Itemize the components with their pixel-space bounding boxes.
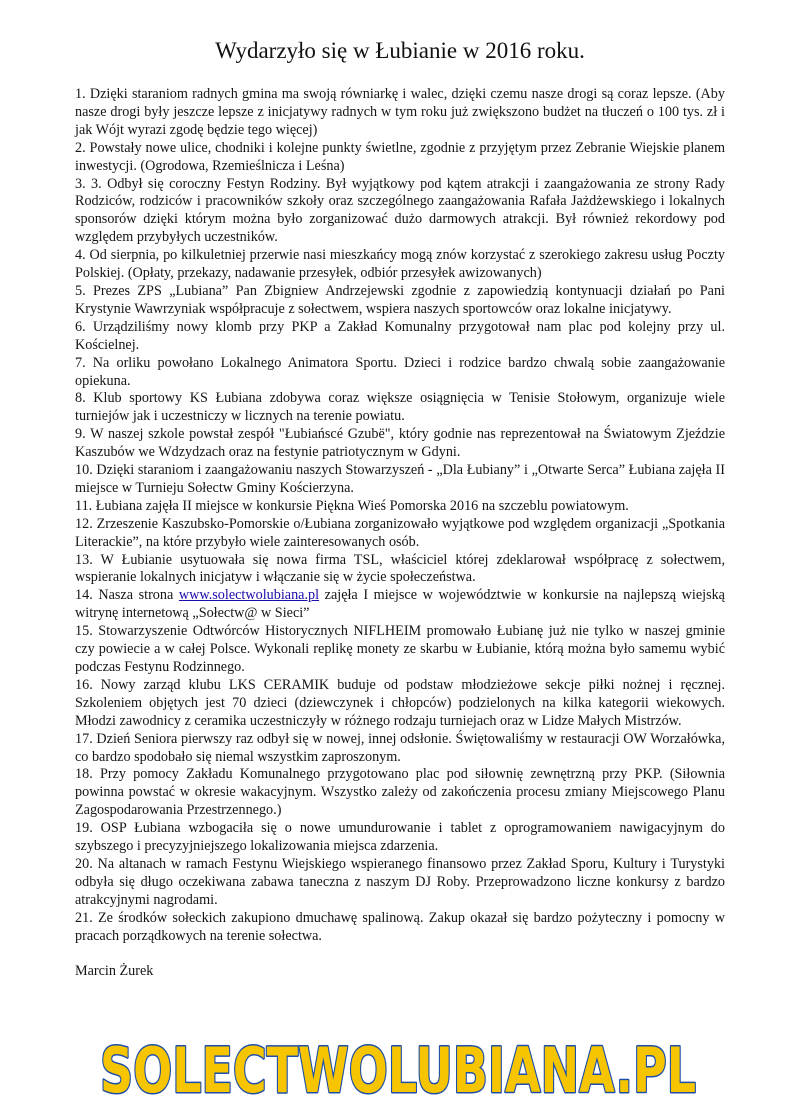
list-item: 8. Klub sportowy KS Łubiana zdobywa coraz większe osiągnięcia w Tenisie Stołowym, organizuje wiele turniejów jak i uczestniczy w licznych na terenie powiatu. xyxy=(75,390,725,425)
document-title: Wydarzyło się w Łubianie w 2016 roku. xyxy=(215,38,585,63)
item-text: 14. Nasza strona xyxy=(75,587,179,604)
list-item: 13. W Łubianie usytuowała się nowa firma TSL, właściciel której zdeklarował współpracę z sołectwem, wspieranie lokalnych inicjatyw i włączanie się w życie społeczeństwa. xyxy=(75,551,725,586)
list-item: 4. Od sierpnia, po kilkuletniej przerwie nasi mieszkańcy mogą znów korzystać z szerokiego zakresu usług Poczty Polskiej. (Opłaty, przekazy, nadawanie przesyłek, odbiór przesyłek awizowanych) xyxy=(75,247,725,282)
list-item: 18. Przy pomocy Zakładu Komunalnego przygotowano plac pod siłownię zewnętrzną przy PKP. (Siłownia powinna powstać w okresie wakacyjnym. Wszystko zależy od zakończenia procesu zmiany Miejscowego Planu Zagospodarowania Przestrzennego.) xyxy=(75,766,725,819)
document-body xyxy=(75,86,725,980)
list-item: 16. Nowy zarząd klubu LKS CERAMIK buduje od podstaw młodzieżowe sekcje piłki nożnej i ręcznej. Szkoleniem objętych jest 70 dzieci (dziewczynek i chłopców) podzielonych na kilka kategorii wiekowych. Młodzi zawodnicy z ceramika uczestniczyły w różnego rodzaju turniejach oraz w Lidze Małych Mistrzów. xyxy=(75,676,725,729)
list-item: 19. OSP Łubiana wzbogaciła się o nowe umundurowanie i tablet z oprogramowaniem nawigacyjnym do szybszego i precyzyjniejszego lokalizowania miejsca zdarzenia. xyxy=(75,820,725,855)
list-item: 17. Dzień Seniora pierwszy raz odbył się w nowej, innej odsłonie. Świętowaliśmy w restauracji OW Worzałówka, co bardzo spodobało się niemal wszystkim zaproszonym. xyxy=(75,730,725,765)
list-item: 11. Łubiana zajęła II miejsce w konkursie Piękna Wieś Pomorska 2016 na szczeblu powiatowym. xyxy=(75,497,629,514)
signature: Marcin Żurek xyxy=(75,962,154,979)
list-item: 6. Urządziliśmy nowy klomb przy PKP a Zakład Komunalny przygotował nam plac pod kolejny przy ul. Kościelnej. xyxy=(75,318,725,353)
list-item: 12. Zrzeszenie Kaszubsko-Pomorskie o/Łubiana zorganizowało wyjątkowe pod względem organizacji „Spotkania Literackie”, na które przybyło wiele zainteresowanych osób. xyxy=(75,515,725,550)
list-item: 20. Na altanach w ramach Festynu Wiejskiego wspieranego finansowo przez Zakład Sporu, Kultury i Turystyki odbyła się długo oczekiwana zabawa taneczna z naszym DJ Roby. Przeprowadzono liczne konkursy z bardzo atrakcyjnymi nagrodami. xyxy=(75,855,725,908)
list-item: 3. 3. Odbył się coroczny Festyn Rodziny. Był wyjątkowy pod kątem atrakcji i zaangażowania ze strony Rady Rodziców, rodziców i pracowników szkoły oraz szczególnego zaangażowania Rafała Jażdżewskiego i lokalnych sponsorów dzięki którym można było zorganizować dużo darmowych atrakcji. Był również rekordowy pod względem przybyłych uczestników. xyxy=(75,175,725,246)
list-item: 1. Dzięki staraniom radnych gmina ma swoją równiarkę i walec, dzięki czemu nasze drogi są coraz lepsze. (Aby nasze drogi były jeszcze lepsze z inicjatywy radnych w tym roku już zwiększono budżet na tłuczeń o 100 tys. zł i jak Wójt wyrazi zgodę będzie tego więcej) xyxy=(75,86,725,138)
list-item: 10. Dzięki staraniom i zaangażowaniu naszych Stowarzyszeń - „Dla Łubiany” i „Otwarte Serca” Łubiana zajęła II miejsce w Turnieju Sołectw Gminy Kościerzyna. xyxy=(75,462,725,496)
list-item: 5. Prezes ZPS „Lubiana” Pan Zbigniew Andrzejewski zgodnie z zapowiedzią kontynuacji działań po Pani Krystynie Wawrzyniak współpracuje z sołectwem, wspiera naszych sportowców oraz lokalne inicjatywy. xyxy=(75,282,725,317)
solectwolubiana-logo xyxy=(98,1034,698,1104)
list-item: 7. Na orliku powołano Lokalnego Animatora Sportu. Dzieci i rodzice bardzo chwalą sobie zaangażowanie opiekuna. xyxy=(75,354,725,389)
website-link[interactable]: www.solectwolubiana.pl xyxy=(178,587,320,604)
list-item: 9. W naszej szkole powstał zespół "Łubiańscé Gzubë", który godnie nas reprezentował na Światowym Zjeździe Kaszubów we Wdzydzach oraz na festynie patriotycznym w Gdyni. xyxy=(75,426,725,461)
list-item-with-link xyxy=(75,587,725,623)
list-item: 2. Powstały nowe ulice, chodniki i kolejne punkty świetlne, zgodnie z przyjętym przez Zebranie Wiejskie planem inwestycji. (Ogrodowa, Rzemieślnicza i Leśna) xyxy=(75,139,725,174)
logo-text: SOLECTWOLUBIANA.PL xyxy=(100,1034,696,1104)
list-item: 21. Ze środków sołeckich zakupiono dmuchawę spalinową. Zakup okazał się bardzo pożyteczny i pomocny w pracach porządkowych na terenie sołectwa. xyxy=(75,909,725,944)
list-item: 15. Stowarzyszenie Odtwórców Historycznych NIFLHEIM promowało Łubianę już nie tylko w naszej gminie czy powiecie a w całej Polsce. Wykonali replikę monety ze skarbu w Łubianie, którą można było samemu wybić podczas Festynu Rodzinnego. xyxy=(75,623,725,675)
item-text: zajęła I miejsce w województwie w konkursie na najlepszą wiejską witrynę internetową „Sołectw@ w Sieci” xyxy=(75,587,725,622)
